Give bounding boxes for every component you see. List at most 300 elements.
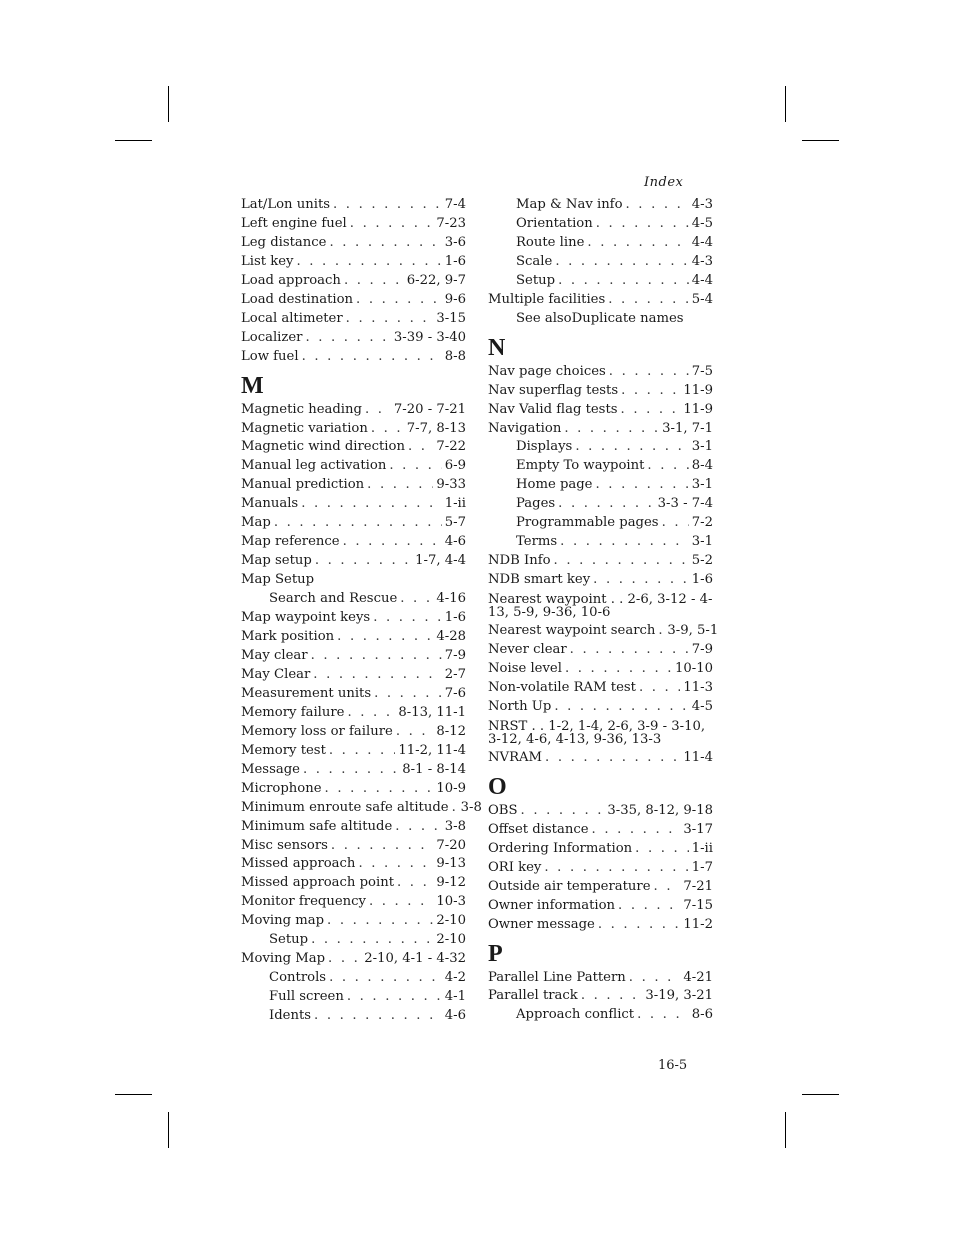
index-page-ref: 8-8 bbox=[444, 348, 466, 364]
index-page-ref: 4-5 bbox=[691, 698, 713, 714]
index-page-ref: 1-ii bbox=[691, 840, 713, 856]
index-page-ref: 7-2 bbox=[691, 515, 713, 531]
index-page-ref: 5-7 bbox=[444, 515, 466, 531]
leader-dots bbox=[327, 912, 433, 931]
index-page-ref: 4-6 bbox=[444, 534, 466, 550]
index-term: Owner information bbox=[488, 897, 616, 913]
crop-mark-bottom-right-horizontal bbox=[802, 1094, 839, 1095]
index-page-ref: 7-4 bbox=[444, 197, 466, 212]
leader-dots bbox=[545, 749, 680, 768]
index-term: Missed approach bbox=[241, 856, 356, 872]
index-term: Manual leg activation bbox=[241, 458, 387, 474]
index-term: Nav page choices bbox=[488, 363, 606, 379]
leader-dots bbox=[395, 818, 441, 837]
index-page-ref: 8-1 - 8-14 bbox=[402, 761, 466, 777]
index-entry bbox=[241, 742, 466, 761]
index-term: Manual prediction bbox=[241, 477, 365, 493]
leader-dots bbox=[598, 916, 681, 935]
index-subentry bbox=[241, 590, 466, 609]
index-subentry bbox=[488, 215, 713, 234]
index-letter-heading: P bbox=[488, 940, 503, 967]
index-term: Memory loss or failure bbox=[241, 723, 393, 739]
index-entry bbox=[241, 818, 466, 837]
index-page-ref: 11-9 bbox=[683, 401, 713, 417]
leader-dots bbox=[452, 799, 458, 818]
index-term: Localizer bbox=[241, 329, 303, 345]
index-letter-heading: N bbox=[488, 334, 506, 361]
leader-dots bbox=[596, 476, 689, 495]
index-entry bbox=[488, 897, 713, 916]
index-page-ref: 1-7, 4-4 bbox=[415, 553, 466, 569]
index-page-ref: 8-12 bbox=[436, 723, 466, 739]
index-entry bbox=[488, 821, 713, 840]
index-entry bbox=[241, 780, 466, 799]
index-term: Left engine fuel bbox=[241, 215, 347, 231]
leader-dots bbox=[369, 893, 433, 912]
index-term: Message bbox=[241, 761, 300, 777]
index-page-ref: 6-9 bbox=[444, 458, 466, 474]
index-term: Parallel Line Pattern bbox=[488, 969, 626, 985]
index-entry bbox=[241, 514, 466, 533]
index-page-ref: 4-5 bbox=[691, 215, 713, 231]
index-term: Minimum safe altitude bbox=[241, 818, 393, 834]
index-letter-heading: O bbox=[488, 773, 507, 800]
index-term: ORI key bbox=[488, 859, 542, 875]
index-entry bbox=[241, 438, 466, 457]
index-term: Outside air temperature bbox=[488, 878, 651, 894]
index-page-ref: 1-7 bbox=[691, 859, 713, 875]
index-subentry bbox=[488, 272, 713, 291]
index-page-ref: 3-6 bbox=[444, 234, 466, 250]
leader-dots bbox=[311, 931, 433, 950]
leader-dots bbox=[303, 761, 399, 780]
index-page-ref: 3-8 bbox=[444, 818, 466, 834]
index-term: Pages bbox=[516, 496, 556, 512]
index-entry bbox=[488, 916, 713, 935]
index-page-ref: 7-21 bbox=[683, 878, 713, 894]
index-term: Controls bbox=[269, 970, 327, 986]
leader-dots bbox=[565, 660, 672, 679]
leader-dots bbox=[626, 196, 689, 215]
index-term: Moving Map bbox=[241, 951, 326, 967]
leader-dots bbox=[564, 420, 659, 439]
leader-dots bbox=[301, 495, 442, 514]
index-page-ref: 5-4 bbox=[691, 291, 713, 307]
index-page-ref: 4-1 bbox=[444, 989, 466, 1005]
leader-dots bbox=[554, 552, 689, 571]
index-entry bbox=[488, 698, 713, 717]
index-subentry bbox=[488, 234, 713, 253]
leader-dots bbox=[367, 476, 433, 495]
index-page-ref: 7-20 - 7-21 bbox=[393, 401, 466, 417]
index-page-ref: 7-20 bbox=[436, 837, 466, 853]
index-entry bbox=[241, 310, 466, 329]
index-entry bbox=[241, 234, 466, 253]
leader-dots bbox=[662, 514, 689, 533]
index-term: Terms bbox=[516, 534, 558, 550]
index-page-ref: 4-21 bbox=[683, 969, 713, 985]
crop-mark-top-right-vertical bbox=[785, 86, 786, 122]
running-head: Index bbox=[644, 175, 684, 190]
leader-dots bbox=[558, 495, 655, 514]
index-term: Empty To waypoint bbox=[516, 458, 645, 474]
index-term: Load approach bbox=[241, 272, 341, 288]
leader-dots bbox=[637, 1006, 689, 1025]
index-term: Full screen bbox=[269, 989, 344, 1005]
index-subentry bbox=[488, 476, 713, 495]
index-page-ref: 4-2 bbox=[444, 970, 466, 986]
index-letter-heading: M bbox=[241, 372, 264, 399]
index-subentry bbox=[488, 310, 713, 329]
index-term: Scale bbox=[516, 253, 553, 269]
index-term: Lat/Lon units bbox=[241, 197, 331, 212]
index-term: NVRAM bbox=[488, 749, 543, 765]
index-term: Nav Valid flag tests bbox=[488, 401, 618, 417]
index-entry bbox=[241, 837, 466, 856]
leader-dots bbox=[389, 457, 441, 476]
index-term: Search and Rescue bbox=[269, 591, 398, 607]
index-page-ref: 7-9 bbox=[444, 647, 466, 663]
index-subentry bbox=[241, 969, 466, 988]
index-term: Map waypoint keys bbox=[241, 610, 371, 626]
index-entry bbox=[241, 761, 466, 780]
index-term: Noise level bbox=[488, 661, 562, 677]
leader-dots bbox=[333, 196, 442, 215]
leader-dots bbox=[337, 628, 433, 647]
index-page-ref: 3-3 - 7-4 bbox=[657, 496, 713, 512]
index-page-ref: 3-39 - 3-40 bbox=[393, 329, 466, 345]
leader-dots bbox=[350, 215, 434, 234]
index-term: List key bbox=[241, 253, 294, 269]
index-entry bbox=[488, 969, 713, 988]
index-entry bbox=[241, 723, 466, 742]
index-entry bbox=[488, 622, 719, 641]
leader-dots bbox=[621, 401, 681, 420]
leader-dots bbox=[570, 641, 689, 660]
index-subentry bbox=[488, 196, 713, 215]
index-page-ref: 4-3 bbox=[691, 253, 713, 269]
index-entry bbox=[241, 571, 466, 590]
leader-dots bbox=[658, 622, 664, 641]
index-term: Navigation bbox=[488, 420, 562, 436]
leader-dots bbox=[314, 1007, 442, 1026]
index-term: Map bbox=[241, 515, 271, 531]
leader-dots bbox=[609, 363, 689, 382]
index-entry bbox=[488, 401, 713, 420]
index-term: Setup bbox=[269, 932, 309, 948]
leader-dots bbox=[311, 647, 442, 666]
index-page-ref: 4-6 bbox=[444, 1008, 466, 1024]
leader-dots bbox=[346, 310, 434, 329]
leader-dots bbox=[331, 837, 433, 856]
leader-dots bbox=[274, 514, 442, 533]
index-page-ref: 4-4 bbox=[691, 234, 713, 250]
index-entry bbox=[241, 253, 466, 272]
index-page-ref: 9-33 bbox=[436, 477, 466, 493]
leader-dots bbox=[344, 272, 404, 291]
index-term: Setup bbox=[516, 272, 556, 288]
index-term: Magnetic variation bbox=[241, 420, 368, 436]
crop-mark-top-right-horizontal bbox=[802, 140, 839, 141]
index-term: Memory failure bbox=[241, 704, 345, 720]
leader-dots bbox=[356, 291, 442, 310]
index-term: Nav superflag tests bbox=[488, 382, 619, 398]
index-entry bbox=[488, 291, 713, 310]
index-page-ref: 9-6 bbox=[444, 291, 466, 307]
index-page-ref: 11-4 bbox=[683, 749, 713, 765]
index-entry bbox=[241, 799, 482, 818]
index-term: Leg distance bbox=[241, 234, 327, 250]
index-entry bbox=[241, 666, 466, 685]
leader-dots bbox=[521, 802, 605, 821]
index-term: Non-volatile RAM test bbox=[488, 679, 636, 695]
leader-dots bbox=[371, 420, 404, 439]
index-page-ref: 2-6, 3-12 - 4-13, 5-9, 9-36, 10-6 bbox=[488, 592, 713, 621]
index-page-ref: 3-1, 7-1 bbox=[662, 420, 713, 436]
index-term: Missed approach point bbox=[241, 875, 395, 891]
index-entry bbox=[241, 196, 466, 215]
index-term: Map reference bbox=[241, 534, 340, 550]
index-term: OBS bbox=[488, 802, 518, 818]
leader-dots bbox=[343, 533, 442, 552]
index-entry bbox=[488, 382, 713, 401]
index-term: Minimum enroute safe altitude bbox=[241, 799, 449, 815]
index-page-ref: 3-1 bbox=[691, 439, 713, 455]
index-term: Microphone bbox=[241, 780, 322, 796]
index-page-ref: 7-15 bbox=[683, 897, 713, 913]
index-page-ref: 7-23 bbox=[436, 215, 466, 231]
index-term: Load destination bbox=[241, 291, 354, 307]
index-term: Programmable pages bbox=[516, 515, 659, 531]
leader-dots bbox=[396, 723, 434, 742]
leader-dots bbox=[635, 840, 689, 859]
index-entry bbox=[241, 704, 466, 723]
leader-dots bbox=[305, 329, 390, 348]
index-entry bbox=[241, 609, 466, 628]
index-entry bbox=[241, 628, 466, 647]
index-entry bbox=[241, 950, 466, 969]
leader-dots bbox=[558, 272, 689, 291]
leader-dots bbox=[329, 234, 441, 253]
index-entry bbox=[241, 420, 466, 439]
index-entry bbox=[241, 855, 466, 874]
leader-dots bbox=[313, 666, 441, 685]
index-entry bbox=[488, 802, 713, 821]
index-term: NRST bbox=[488, 718, 528, 734]
index-term: Local altimeter bbox=[241, 310, 343, 326]
index-subentry bbox=[488, 514, 713, 533]
index-entry bbox=[241, 329, 466, 348]
crop-mark-bottom-right-vertical bbox=[785, 1112, 786, 1148]
index-term: Measurement units bbox=[241, 685, 372, 701]
index-term: Ordering Information bbox=[488, 840, 633, 856]
index-page-ref: 11-9 bbox=[683, 382, 713, 398]
index-page-ref: 7-5 bbox=[691, 363, 713, 379]
index-term: Low fuel bbox=[241, 348, 299, 364]
leader-dots bbox=[315, 552, 412, 571]
leader-dots bbox=[358, 855, 433, 874]
index-term: Route line bbox=[516, 234, 585, 250]
leader-dots bbox=[400, 590, 433, 609]
leader-dots bbox=[555, 253, 688, 272]
index-entry bbox=[241, 348, 466, 367]
index-page-ref: 3-1 bbox=[691, 477, 713, 493]
index-term: Home page bbox=[516, 477, 593, 493]
index-page-ref: 1-ii bbox=[444, 496, 466, 512]
index-page-ref: 4-3 bbox=[691, 197, 713, 212]
leader-dots bbox=[618, 897, 680, 916]
leader-dots bbox=[325, 780, 434, 799]
index-entry bbox=[241, 495, 466, 514]
index-subentry bbox=[241, 931, 466, 950]
index-page-ref: 4-28 bbox=[436, 629, 466, 645]
index-page-ref: 8-6 bbox=[691, 1007, 713, 1023]
index-term: Offset distance bbox=[488, 821, 589, 837]
index-subentry bbox=[241, 1007, 466, 1026]
index-term: Approach conflict bbox=[516, 1007, 635, 1023]
leader-dots bbox=[560, 533, 689, 552]
index-entry bbox=[241, 552, 466, 571]
index-subentry bbox=[488, 495, 713, 514]
index-page-ref: 3-19, 3-21 bbox=[645, 988, 713, 1004]
index-term: Owner message bbox=[488, 916, 595, 932]
page-number: 16-5 bbox=[658, 1058, 688, 1073]
index-term: Moving map bbox=[241, 913, 325, 929]
index-entry bbox=[488, 571, 713, 590]
index-entry bbox=[488, 641, 713, 660]
index-page-ref: 8-13, 11-1 bbox=[398, 704, 466, 720]
index-term: Manuals bbox=[241, 496, 299, 512]
leader-dots bbox=[596, 215, 689, 234]
index-term: May Clear bbox=[241, 666, 311, 682]
leader-dots bbox=[302, 348, 442, 367]
leader-dots bbox=[647, 457, 688, 476]
index-term: Orientation bbox=[516, 215, 593, 231]
index-page-ref: 9-12 bbox=[436, 875, 466, 891]
leader-dots bbox=[587, 234, 688, 253]
index-page-ref: 4-16 bbox=[436, 591, 466, 607]
index-entry bbox=[488, 660, 713, 679]
index-term: Map & Nav info bbox=[516, 197, 623, 212]
index-entry bbox=[488, 859, 713, 878]
index-entry bbox=[488, 679, 713, 698]
index-page-ref: 2-10 bbox=[436, 913, 466, 929]
index-page-ref: 6-22, 9-7 bbox=[406, 272, 466, 288]
index-entry bbox=[488, 878, 713, 897]
crop-mark-top-left-horizontal bbox=[115, 140, 152, 141]
index-entry bbox=[241, 647, 466, 666]
index-subentry bbox=[488, 438, 713, 457]
index-term: Nearest waypoint bbox=[488, 592, 607, 608]
index-entry bbox=[488, 420, 713, 439]
index-page-ref: 8-4 bbox=[691, 458, 713, 474]
index-page-ref: 3-9, 5-1 bbox=[667, 623, 719, 639]
leader-dots bbox=[639, 679, 680, 698]
index-page-ref: 3-15 bbox=[436, 310, 466, 326]
index-column-right bbox=[488, 196, 719, 1025]
index-page-ref: 7-22 bbox=[436, 439, 466, 455]
leader-dots bbox=[347, 988, 442, 1007]
index-term: Parallel track bbox=[488, 988, 578, 1004]
index-entry bbox=[241, 533, 466, 552]
index-term: Idents bbox=[269, 1008, 312, 1024]
index-page-ref: 1-6 bbox=[691, 572, 713, 588]
crop-mark-bottom-left-horizontal bbox=[115, 1094, 152, 1095]
leader-dots bbox=[608, 291, 688, 310]
index-entry bbox=[488, 987, 713, 1006]
index-subentry bbox=[488, 457, 713, 476]
leader-dots bbox=[621, 382, 680, 401]
leader-dots bbox=[365, 401, 391, 420]
index-term: NDB Info bbox=[488, 553, 551, 569]
index-term: Never clear bbox=[488, 642, 567, 658]
leader-dots bbox=[654, 878, 681, 897]
index-entry bbox=[241, 476, 466, 495]
leader-dots bbox=[408, 438, 433, 457]
index-entry bbox=[241, 685, 466, 704]
index-page-ref: 1-6 bbox=[444, 253, 466, 269]
index-term: Misc sensors bbox=[241, 837, 328, 853]
index-entry bbox=[241, 401, 466, 420]
index-term: See alsoDuplicate names bbox=[516, 310, 684, 326]
index-page-ref: 2-7 bbox=[444, 666, 466, 682]
leader-dots bbox=[328, 950, 361, 969]
index-page-ref: 9-13 bbox=[436, 856, 466, 872]
index-entry bbox=[241, 215, 466, 234]
index-term: May clear bbox=[241, 647, 308, 663]
index-term: Displays bbox=[516, 439, 573, 455]
index-page-ref: 3-35, 8-12, 9-18 bbox=[607, 802, 713, 818]
leader-dots bbox=[581, 987, 643, 1006]
leader-dots bbox=[347, 704, 395, 723]
index-page-ref: 11-2 bbox=[683, 916, 713, 932]
index-page-ref: 10-9 bbox=[436, 780, 466, 796]
index-page-ref: 3-1 bbox=[691, 534, 713, 550]
index-subentry bbox=[488, 533, 713, 552]
leader-dots bbox=[575, 438, 688, 457]
leader-dots bbox=[544, 859, 688, 878]
index-entry bbox=[241, 457, 466, 476]
crop-mark-bottom-left-vertical bbox=[168, 1112, 169, 1148]
index-entry bbox=[241, 912, 466, 931]
index-subentry bbox=[241, 988, 466, 1007]
index-page-ref: 1-6 bbox=[444, 610, 466, 626]
index-term: Memory test bbox=[241, 742, 326, 758]
leader-dots bbox=[592, 821, 681, 840]
index-page-ref: 2-10 bbox=[436, 932, 466, 948]
index-page-ref: 2-10, 4-1 - 4-32 bbox=[364, 951, 466, 967]
index-page-ref: 3-8 bbox=[460, 799, 482, 815]
index-term: Magnetic wind direction bbox=[241, 439, 405, 455]
leader-dots bbox=[593, 571, 689, 590]
index-term: Map Setup bbox=[241, 572, 315, 588]
leader-dots bbox=[397, 874, 433, 893]
index-entry: NRST . . 1-2, 1-4, 2-6, 3-9 - 3-10, 3-12, 4-6, 4-13, 9-36, 13-3 bbox=[488, 718, 706, 747]
index-page-ref: 11-2, 11-4 bbox=[398, 742, 466, 758]
index-page-ref: 7-9 bbox=[691, 642, 713, 658]
crop-mark-top-left-vertical bbox=[168, 86, 169, 122]
index-page-ref: 11-3 bbox=[683, 679, 713, 695]
leader-dots bbox=[329, 742, 395, 761]
index-entry bbox=[241, 291, 466, 310]
index-entry bbox=[488, 749, 713, 768]
index-page-ref: 1-2, 1-4, 2-6, 3-9 - 3-10, 3-12, 4-6, 4-13, 9-36, 13-3 bbox=[488, 718, 706, 747]
index-term: Mark position bbox=[241, 629, 335, 645]
leader-dots bbox=[373, 609, 442, 628]
index-entry bbox=[488, 840, 713, 859]
index-entry bbox=[241, 874, 466, 893]
leader-dots bbox=[296, 253, 441, 272]
